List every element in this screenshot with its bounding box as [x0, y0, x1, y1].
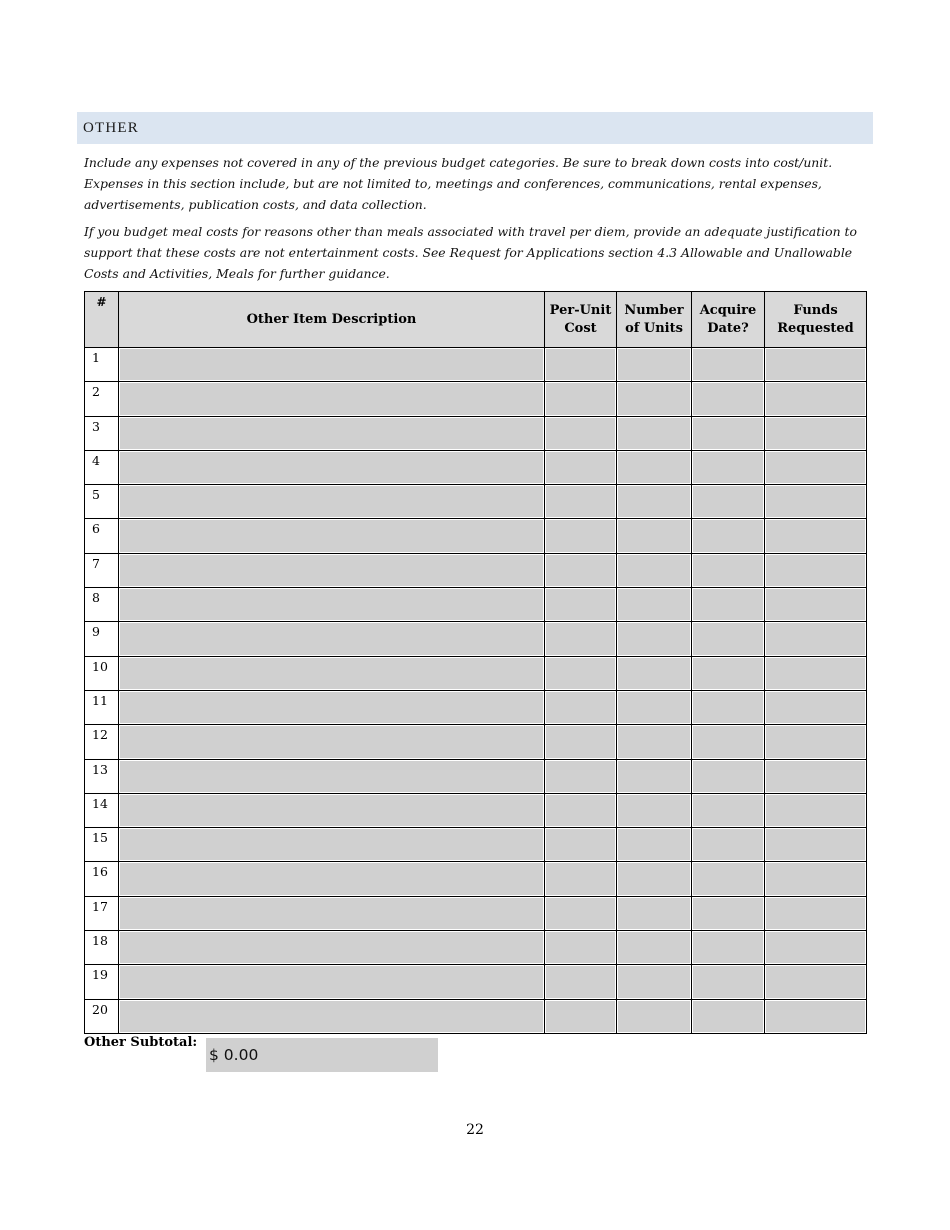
row-number: 17 [85, 896, 119, 930]
acquire-date-field[interactable] [693, 589, 763, 620]
acquire-date-field[interactable] [693, 555, 763, 586]
table-row [85, 416, 867, 450]
per-unit-cost-field[interactable] [546, 486, 615, 517]
per-unit-cost-field-cell [545, 793, 617, 827]
per-unit-cost-field-cell [545, 690, 617, 724]
meals-paragraph: If you budget meal costs for reasons other than meals associated with travel per diem, provide an adequate justification to support that these costs are not entertainment costs. See Request for Applications section 4.3 Allowable and Unallowable Costs and Activities, Meals for further guidance. [84, 224, 857, 281]
description-field-cell [119, 519, 545, 553]
table-header-row [85, 292, 867, 348]
per-unit-cost-field[interactable] [546, 452, 615, 483]
per-unit-cost-field[interactable] [546, 383, 615, 414]
number-of-units-field[interactable] [618, 452, 690, 483]
funds-requested-field-cell [765, 965, 867, 999]
number-of-units-field-cell [617, 382, 692, 416]
table-row [85, 656, 867, 690]
intro-paragraph: Include any expenses not covered in any of the previous budget categories. Be sure to break down costs into cost/unit. Expenses in this section include, but are not limited to, meetings and conferences, communications, rental expenses, advertisements, publication costs, and data collection. [84, 155, 833, 212]
number-of-units-field-cell [617, 416, 692, 450]
description-field[interactable] [120, 349, 543, 380]
number-of-units-field-cell [617, 690, 692, 724]
acquire-date-field-cell [692, 759, 765, 793]
acquire-date-field[interactable] [693, 418, 763, 449]
funds-requested-field-cell [765, 690, 867, 724]
number-of-units-field[interactable] [618, 589, 690, 620]
description-field-cell [119, 348, 545, 382]
number-of-units-field[interactable] [618, 658, 690, 689]
funds-requested-field[interactable] [766, 829, 865, 860]
description-field-cell [119, 828, 545, 862]
funds-requested-field[interactable] [766, 692, 865, 723]
funds-requested-field-cell [765, 793, 867, 827]
description-field-cell [119, 999, 545, 1033]
acquire-date-field-cell [692, 656, 765, 690]
header-acquire-date: Acquire Date? [692, 292, 765, 348]
description-field[interactable] [120, 520, 543, 551]
number-of-units-field[interactable] [618, 1001, 690, 1032]
funds-requested-field-cell [765, 553, 867, 587]
number-of-units-field[interactable] [618, 863, 690, 894]
per-unit-cost-field-cell [545, 759, 617, 793]
number-of-units-field-cell [617, 348, 692, 382]
number-of-units-field[interactable] [618, 349, 690, 380]
number-of-units-field[interactable] [618, 418, 690, 449]
funds-requested-field-cell [765, 588, 867, 622]
funds-requested-field[interactable] [766, 898, 865, 929]
acquire-date-field-cell [692, 896, 765, 930]
funds-requested-field[interactable] [766, 383, 865, 414]
funds-requested-field-cell [765, 896, 867, 930]
description-field-cell [119, 759, 545, 793]
acquire-date-field-cell [692, 999, 765, 1033]
acquire-date-field-cell [692, 588, 765, 622]
per-unit-cost-field-cell [545, 965, 617, 999]
row-number: 9 [85, 622, 119, 656]
table-row [85, 793, 867, 827]
per-unit-cost-field[interactable] [546, 966, 615, 997]
description-field[interactable] [120, 966, 543, 997]
per-unit-cost-field-cell [545, 485, 617, 519]
number-of-units-field[interactable] [618, 692, 690, 723]
description-field-cell [119, 553, 545, 587]
per-unit-cost-field-cell [545, 999, 617, 1033]
description-field[interactable] [120, 692, 543, 723]
description-field-cell [119, 690, 545, 724]
table-row [85, 382, 867, 416]
table-row [85, 553, 867, 587]
acquire-date-field[interactable] [693, 932, 763, 963]
table-row [85, 622, 867, 656]
number-of-units-field-cell [617, 862, 692, 896]
header-per-unit-cost: Per-Unit Cost [545, 292, 617, 348]
funds-requested-field-cell [765, 519, 867, 553]
funds-requested-field[interactable] [766, 795, 865, 826]
acquire-date-field[interactable] [693, 1001, 763, 1032]
per-unit-cost-field[interactable] [546, 520, 615, 551]
description-field[interactable] [120, 383, 543, 414]
row-number: 18 [85, 931, 119, 965]
row-number: 20 [85, 999, 119, 1033]
per-unit-cost-field[interactable] [546, 829, 615, 860]
description-field-cell [119, 931, 545, 965]
per-unit-cost-field-cell [545, 553, 617, 587]
funds-requested-field-cell [765, 348, 867, 382]
per-unit-cost-field[interactable] [546, 761, 615, 792]
row-number: 16 [85, 862, 119, 896]
per-unit-cost-field-cell [545, 382, 617, 416]
number-of-units-field-cell [617, 931, 692, 965]
per-unit-cost-field[interactable] [546, 932, 615, 963]
acquire-date-field-cell [692, 965, 765, 999]
per-unit-cost-field-cell [545, 862, 617, 896]
per-unit-cost-field[interactable] [546, 898, 615, 929]
description-field-cell [119, 656, 545, 690]
acquire-date-field-cell [692, 348, 765, 382]
per-unit-cost-field[interactable] [546, 658, 615, 689]
table-row [85, 690, 867, 724]
row-number: 14 [85, 793, 119, 827]
acquire-date-field[interactable] [693, 795, 763, 826]
number-of-units-field-cell [617, 656, 692, 690]
row-number: 15 [85, 828, 119, 862]
row-number: 13 [85, 759, 119, 793]
acquire-date-field-cell [692, 553, 765, 587]
table-row [85, 485, 867, 519]
description-field[interactable] [120, 658, 543, 689]
description-field-cell [119, 588, 545, 622]
description-field-cell [119, 896, 545, 930]
funds-requested-field[interactable] [766, 349, 865, 380]
description-field[interactable] [120, 418, 543, 449]
funds-requested-field[interactable] [766, 589, 865, 620]
acquire-date-field[interactable] [693, 726, 763, 757]
funds-requested-field-cell [765, 622, 867, 656]
row-number: 3 [85, 416, 119, 450]
per-unit-cost-field-cell [545, 725, 617, 759]
description-field[interactable] [120, 829, 543, 860]
number-of-units-field-cell [617, 999, 692, 1033]
number-of-units-field-cell [617, 793, 692, 827]
section-title: OTHER [83, 119, 139, 136]
acquire-date-field[interactable] [693, 486, 763, 517]
header-number-of-units: Number of Units [617, 292, 692, 348]
number-of-units-field[interactable] [618, 623, 690, 654]
number-of-units-field-cell [617, 588, 692, 622]
description-field-cell [119, 382, 545, 416]
number-of-units-field-cell [617, 553, 692, 587]
section-header [77, 112, 873, 144]
funds-requested-field[interactable] [766, 761, 865, 792]
number-of-units-field-cell [617, 450, 692, 484]
per-unit-cost-field[interactable] [546, 726, 615, 757]
funds-requested-field-cell [765, 862, 867, 896]
per-unit-cost-field[interactable] [546, 418, 615, 449]
funds-requested-field-cell [765, 931, 867, 965]
funds-requested-field-cell [765, 999, 867, 1033]
description-field[interactable] [120, 726, 543, 757]
acquire-date-field[interactable] [693, 966, 763, 997]
funds-requested-field[interactable] [766, 658, 865, 689]
funds-requested-field[interactable] [766, 452, 865, 483]
per-unit-cost-field[interactable] [546, 623, 615, 654]
number-of-units-field[interactable] [618, 726, 690, 757]
per-unit-cost-field[interactable] [546, 863, 615, 894]
per-unit-cost-field[interactable] [546, 692, 615, 723]
number-of-units-field[interactable] [618, 898, 690, 929]
number-of-units-field-cell [617, 519, 692, 553]
row-number: 7 [85, 553, 119, 587]
description-field[interactable] [120, 589, 543, 620]
table-row [85, 828, 867, 862]
funds-requested-field-cell [765, 725, 867, 759]
description-field-cell [119, 862, 545, 896]
subtotal-label: Other Subtotal: [84, 1035, 198, 1050]
per-unit-cost-field-cell [545, 519, 617, 553]
acquire-date-field-cell [692, 382, 765, 416]
number-of-units-field[interactable] [618, 520, 690, 551]
acquire-date-field[interactable] [693, 658, 763, 689]
number-of-units-field-cell [617, 828, 692, 862]
table-row [85, 931, 867, 965]
description-field-cell [119, 416, 545, 450]
header-number: # [85, 292, 119, 348]
number-of-units-field[interactable] [618, 486, 690, 517]
description-field[interactable] [120, 452, 543, 483]
per-unit-cost-field-cell [545, 588, 617, 622]
table-row [85, 588, 867, 622]
description-field[interactable] [120, 863, 543, 894]
row-number: 4 [85, 450, 119, 484]
acquire-date-field[interactable] [693, 829, 763, 860]
table-row [85, 348, 867, 382]
description-field[interactable] [120, 623, 543, 654]
number-of-units-field[interactable] [618, 761, 690, 792]
description-field[interactable] [120, 761, 543, 792]
acquire-date-field-cell [692, 862, 765, 896]
acquire-date-field-cell [692, 725, 765, 759]
acquire-date-field[interactable] [693, 692, 763, 723]
funds-requested-field-cell [765, 450, 867, 484]
funds-requested-field-cell [765, 382, 867, 416]
row-number: 8 [85, 588, 119, 622]
description-field[interactable] [120, 898, 543, 929]
row-number: 11 [85, 690, 119, 724]
per-unit-cost-field-cell [545, 896, 617, 930]
number-of-units-field[interactable] [618, 795, 690, 826]
number-of-units-field-cell [617, 485, 692, 519]
funds-requested-field[interactable] [766, 623, 865, 654]
table-row [85, 725, 867, 759]
description-field[interactable] [120, 932, 543, 963]
row-number: 6 [85, 519, 119, 553]
header-description: Other Item Description [119, 292, 545, 348]
table-row [85, 862, 867, 896]
page-number: 22 [466, 1122, 484, 1138]
description-field[interactable] [120, 486, 543, 517]
funds-requested-field[interactable] [766, 966, 865, 997]
funds-requested-field-cell [765, 485, 867, 519]
per-unit-cost-field[interactable] [546, 1001, 615, 1032]
number-of-units-field-cell [617, 965, 692, 999]
funds-requested-field-cell [765, 416, 867, 450]
row-number: 12 [85, 725, 119, 759]
table-body [85, 348, 867, 1034]
per-unit-cost-field-cell [545, 450, 617, 484]
funds-requested-field[interactable] [766, 520, 865, 551]
acquire-date-field[interactable] [693, 349, 763, 380]
acquire-date-field[interactable] [693, 863, 763, 894]
acquire-date-field-cell [692, 416, 765, 450]
funds-requested-field[interactable] [766, 418, 865, 449]
per-unit-cost-field-cell [545, 622, 617, 656]
table-row [85, 999, 867, 1033]
per-unit-cost-field[interactable] [546, 349, 615, 380]
description-field-cell [119, 450, 545, 484]
funds-requested-field[interactable] [766, 863, 865, 894]
acquire-date-field-cell [692, 622, 765, 656]
description-field[interactable] [120, 1001, 543, 1032]
number-of-units-field[interactable] [618, 932, 690, 963]
number-of-units-field-cell [617, 896, 692, 930]
acquire-date-field[interactable] [693, 520, 763, 551]
funds-requested-field-cell [765, 656, 867, 690]
table-row [85, 450, 867, 484]
per-unit-cost-field-cell [545, 656, 617, 690]
description-field[interactable] [120, 555, 543, 586]
description-field-cell [119, 965, 545, 999]
number-of-units-field[interactable] [618, 555, 690, 586]
row-number: 19 [85, 965, 119, 999]
row-number: 2 [85, 382, 119, 416]
header-funds-requested: Funds Requested [765, 292, 867, 348]
acquire-date-field-cell [692, 450, 765, 484]
number-of-units-field-cell [617, 725, 692, 759]
number-of-units-field[interactable] [618, 383, 690, 414]
acquire-date-field-cell [692, 931, 765, 965]
acquire-date-field-cell [692, 793, 765, 827]
acquire-date-field-cell [692, 519, 765, 553]
number-of-units-field-cell [617, 622, 692, 656]
description-field-cell [119, 485, 545, 519]
number-of-units-field-cell [617, 759, 692, 793]
acquire-date-field[interactable] [693, 898, 763, 929]
funds-requested-field-cell [765, 828, 867, 862]
funds-requested-field[interactable] [766, 932, 865, 963]
table-row [85, 519, 867, 553]
per-unit-cost-field[interactable] [546, 555, 615, 586]
description-field-cell [119, 793, 545, 827]
per-unit-cost-field-cell [545, 931, 617, 965]
acquire-date-field[interactable] [693, 383, 763, 414]
row-number: 1 [85, 348, 119, 382]
number-of-units-field[interactable] [618, 966, 690, 997]
row-number: 5 [85, 485, 119, 519]
per-unit-cost-field-cell [545, 348, 617, 382]
funds-requested-field[interactable] [766, 726, 865, 757]
funds-requested-field[interactable] [766, 555, 865, 586]
funds-requested-field[interactable] [766, 1001, 865, 1032]
table-row [85, 896, 867, 930]
acquire-date-field-cell [692, 690, 765, 724]
funds-requested-field-cell [765, 759, 867, 793]
acquire-date-field[interactable] [693, 623, 763, 654]
table-row [85, 759, 867, 793]
per-unit-cost-field[interactable] [546, 795, 615, 826]
per-unit-cost-field[interactable] [546, 589, 615, 620]
per-unit-cost-field-cell [545, 416, 617, 450]
acquire-date-field-cell [692, 485, 765, 519]
description-field[interactable] [120, 795, 543, 826]
per-unit-cost-field-cell [545, 828, 617, 862]
acquire-date-field[interactable] [693, 452, 763, 483]
funds-requested-field[interactable] [766, 486, 865, 517]
subtotal-field[interactable]: $ 0.00 [206, 1038, 438, 1072]
acquire-date-field[interactable] [693, 761, 763, 792]
row-number: 10 [85, 656, 119, 690]
other-items-table [84, 291, 867, 1034]
description-field-cell [119, 622, 545, 656]
acquire-date-field-cell [692, 828, 765, 862]
number-of-units-field[interactable] [618, 829, 690, 860]
description-field-cell [119, 725, 545, 759]
table-row [85, 965, 867, 999]
